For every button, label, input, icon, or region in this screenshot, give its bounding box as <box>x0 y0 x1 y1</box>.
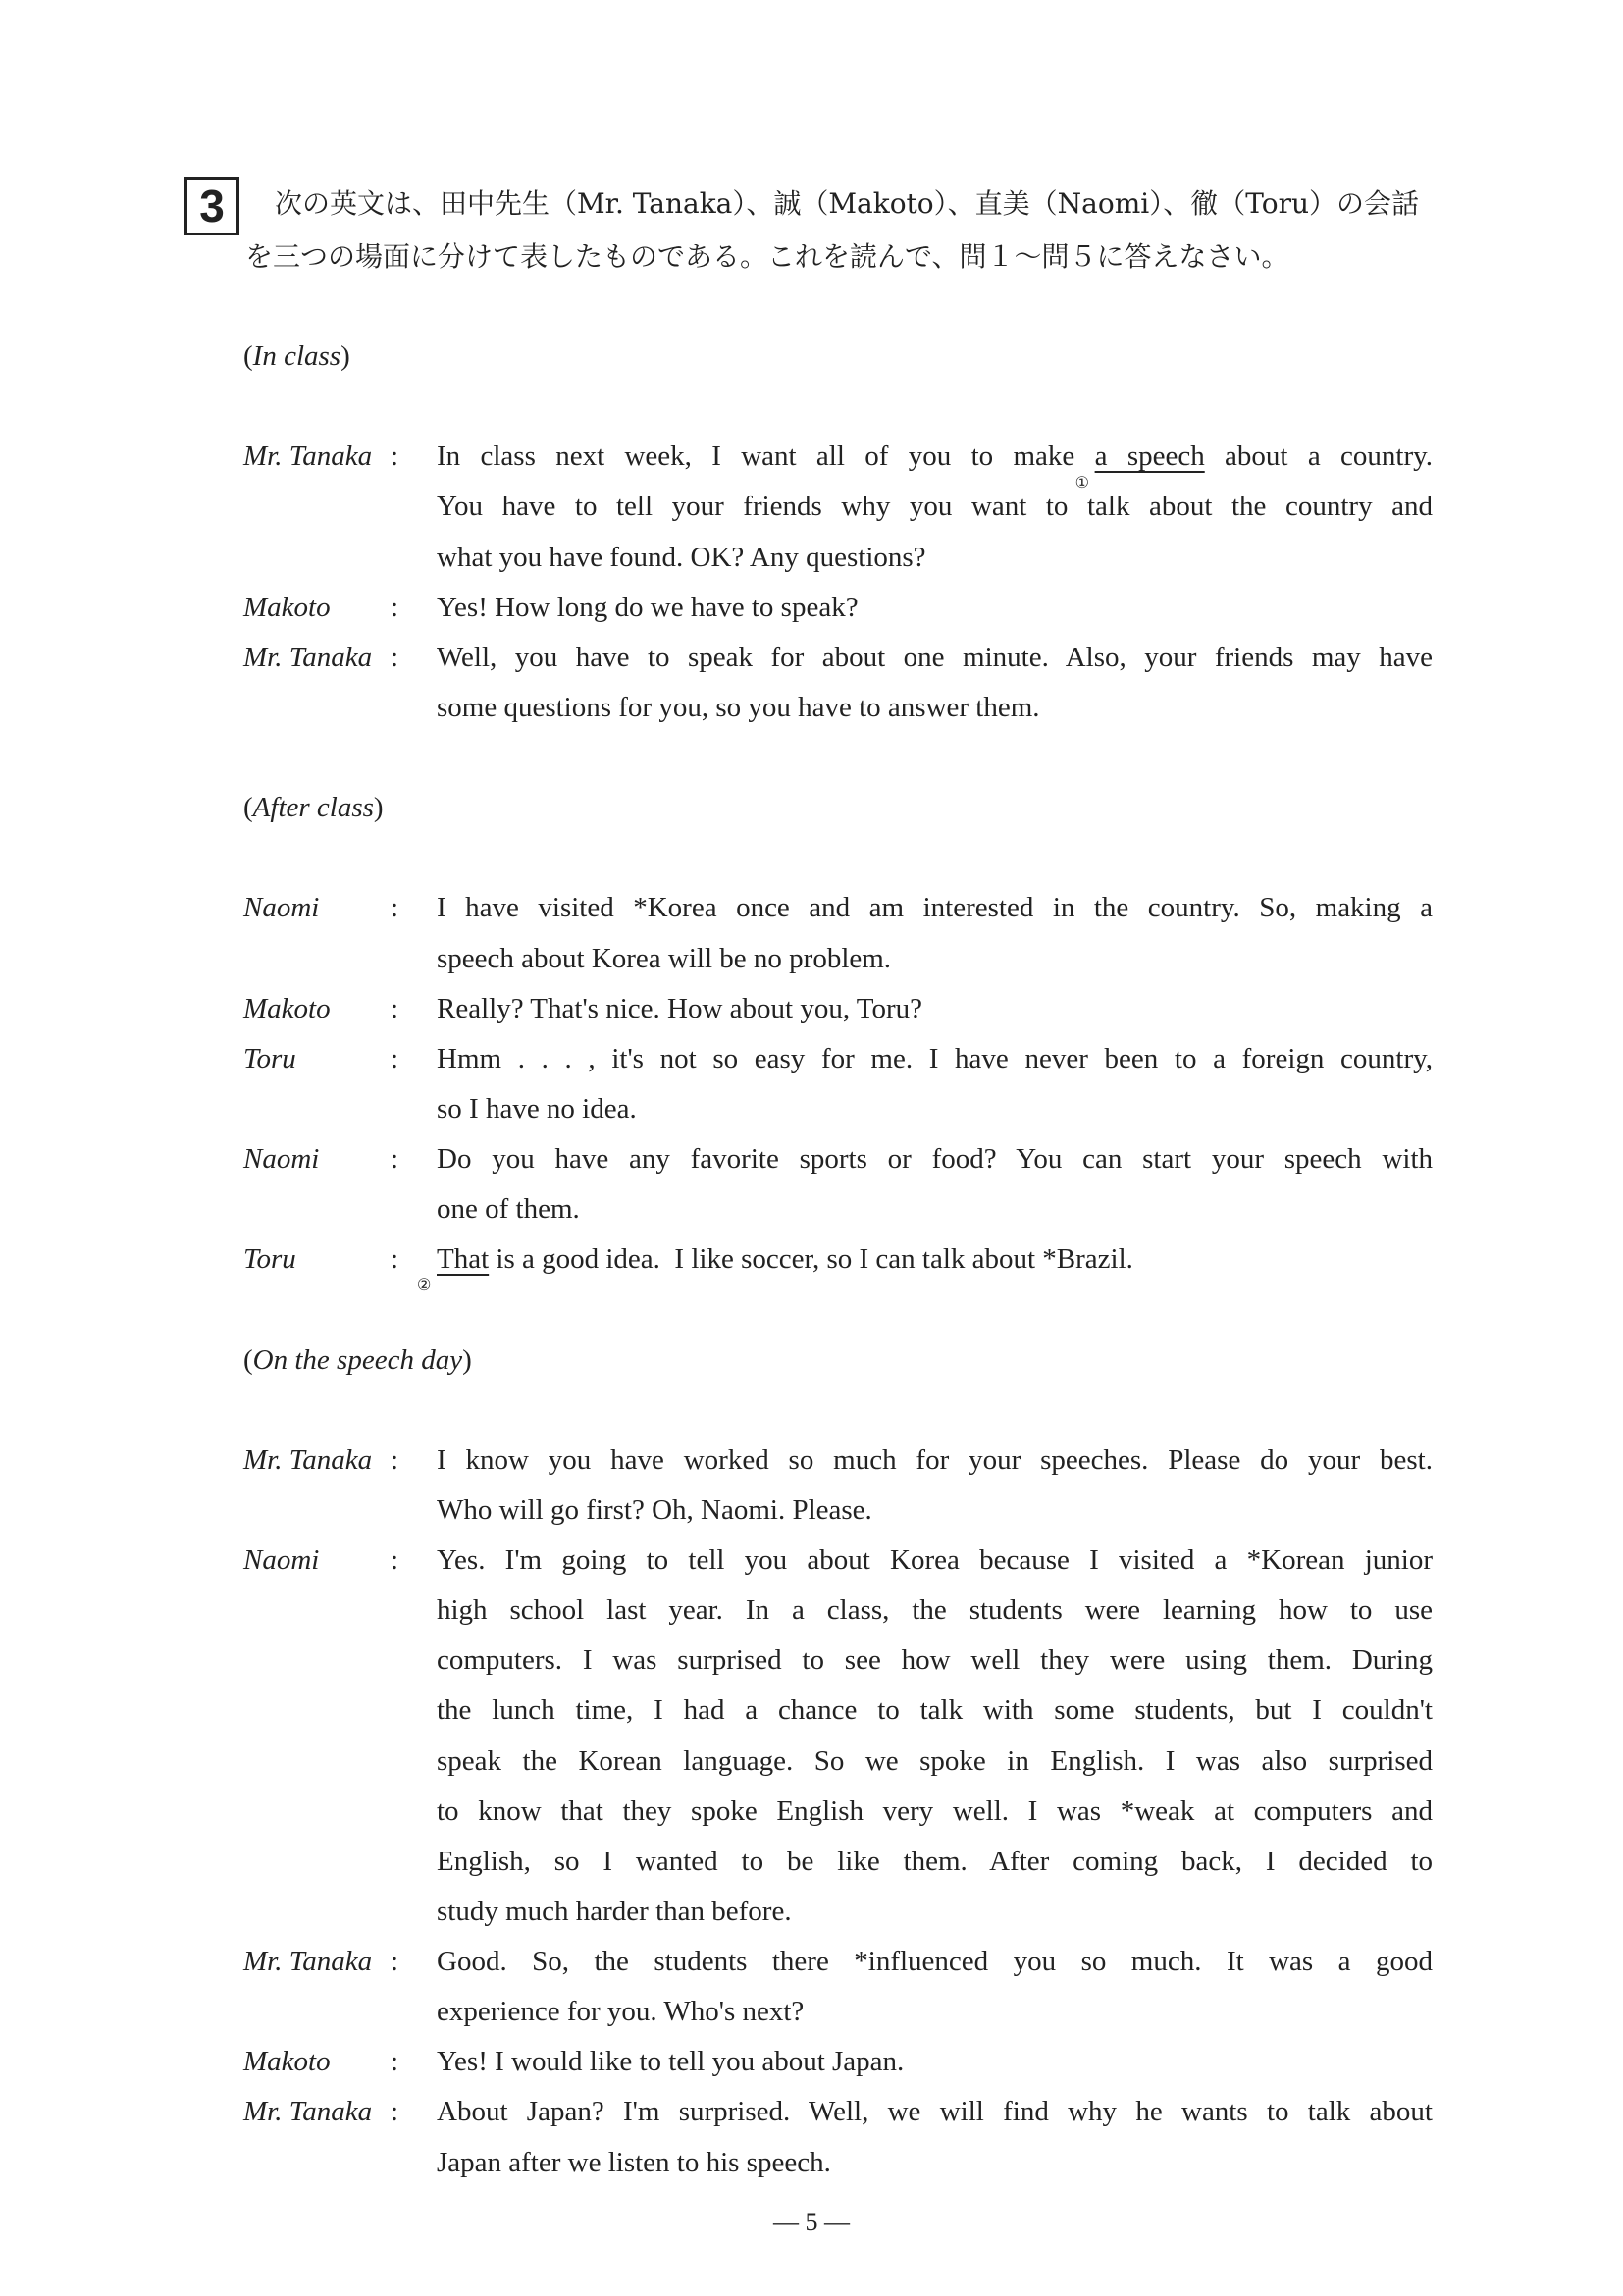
line-text: study much harder than before. <box>437 1895 792 1927</box>
blank-line <box>243 733 1433 783</box>
colon: : <box>391 641 399 673</box>
line-text: experience for you. Who's next? <box>437 1996 805 2028</box>
blank-line <box>243 1385 1433 1435</box>
dialogue-line <box>243 1034 1433 1084</box>
speaker-name: Mr. Tanaka <box>243 1443 373 1476</box>
underlined-text: That <box>437 1243 490 1276</box>
dialogue-line <box>437 1787 1433 1837</box>
dialogue-line <box>243 432 1433 493</box>
line-text: computers. I was surprised to see how well they were using them. During <box>437 1644 1433 1677</box>
speaker-name: Mr. Tanaka <box>243 1946 373 1977</box>
dialogue-line <box>437 1636 1433 1686</box>
dialogue-line <box>437 1837 1433 1887</box>
line-text: About Japan? I'm surprised. Well, we will find why he wants to talk about <box>437 2096 1433 2128</box>
line-text: high school last year. In a class, the students were learning how to use <box>437 1594 1433 1627</box>
line-text: Really? That's nice. How about you, Toru? <box>437 992 923 1024</box>
underlined-text: a speech <box>1094 441 1205 473</box>
dialogue-line <box>243 1134 1433 1184</box>
speaker-name: Mr. Tanaka <box>243 641 373 673</box>
colon: : <box>391 892 399 924</box>
dialogue-line <box>243 633 1433 683</box>
line-text: the lunch time, I had a chance to talk with some students, but I couldn't <box>437 1695 1433 1727</box>
line-text: Who will go first? Oh, Naomi. Please. <box>437 1493 872 1526</box>
underlined-phrase <box>1074 441 1205 493</box>
line-text: English, so I wanted to be like them. After coming back, I decided to <box>437 1845 1433 1877</box>
section-title-text: After class <box>252 792 374 824</box>
line-text: Well, you have to speak for about one minute. Also, your friends may have <box>437 641 1433 673</box>
line-text: some questions for you, so you have to answer them. <box>437 691 1040 723</box>
line-text: Japan after we listen to his speech. <box>437 2146 831 2178</box>
colon: : <box>391 992 399 1024</box>
line-text: what you have found. OK? Any questions? <box>437 541 926 573</box>
dialogue-line <box>243 2037 1433 2087</box>
dialogue-line <box>437 2138 1433 2188</box>
dialogue-line <box>243 1435 1433 1486</box>
dialogue-line <box>437 482 1433 532</box>
section-title <box>243 1335 1433 1385</box>
blank-line <box>243 833 1433 883</box>
speaker-name: Mr. Tanaka <box>243 2096 373 2128</box>
colon: : <box>391 591 399 623</box>
line-text: one of them. <box>437 1193 580 1226</box>
line-text: Good. So, the students there *influenced you so much. It was a good <box>437 1946 1433 1977</box>
question-number-box: 3 <box>184 177 239 235</box>
colon: : <box>391 2096 399 2128</box>
instruction-line-2: を三つの場面に分けて表したものである。これを読んで、問１〜問５に答えなさい。 <box>245 240 1289 273</box>
blank-line <box>243 1284 1433 1334</box>
dialogue-line <box>437 1486 1433 1536</box>
colon: : <box>391 441 399 473</box>
line-text: speak the Korean language. So we spoke in English. I was also surprised <box>437 1745 1433 1777</box>
dialogue-line <box>243 883 1433 933</box>
instruction-line-1: 次の英文は、田中先生（Mr. Tanaka）、誠（Makoto）、直美（Naomi）、徹（Toru）の会話 <box>275 187 1419 220</box>
circled-number-marker: ② <box>417 1278 432 1295</box>
speaker-name: Makoto <box>243 992 331 1024</box>
dialogue-line <box>437 1586 1433 1636</box>
line-text: You have to tell your friends why you want to talk about the country and <box>437 491 1433 523</box>
section-title-text: In class <box>252 340 341 372</box>
line-text: I have visited *Korea once and am interested in the country. So, making a <box>437 892 1433 924</box>
colon: : <box>391 1042 399 1074</box>
line-text: Yes! How long do we have to speak? <box>437 591 859 623</box>
speaker-name: Makoto <box>243 2046 331 2078</box>
underlined-phrase <box>417 1243 490 1295</box>
dialogue-line <box>243 583 1433 633</box>
instructions <box>245 183 1442 288</box>
circled-number-marker: ① <box>1074 475 1089 493</box>
dialogue-line <box>437 934 1433 984</box>
speaker-name: Makoto <box>243 591 331 623</box>
colon: : <box>391 1443 399 1476</box>
dialogue-line <box>437 1184 1433 1234</box>
speaker-name: Naomi <box>243 1544 320 1576</box>
line-text: Hmm . . . , it's not so easy for me. I have never been to a foreign country, <box>437 1042 1433 1074</box>
blank-line <box>243 382 1433 432</box>
dialogue-line <box>243 984 1433 1034</box>
colon: : <box>391 2046 399 2078</box>
speaker-name: Toru <box>243 1243 296 1276</box>
dialogue-line <box>243 1234 1433 1295</box>
line-text: Yes! I would like to tell you about Japan. <box>437 2046 905 2078</box>
section-title <box>243 332 1433 382</box>
line-text: speech about Korea will be no problem. <box>437 942 892 974</box>
page-number: — 5 — <box>773 2208 850 2236</box>
dialogue-line <box>437 1737 1433 1787</box>
dialogue-line <box>243 1536 1433 1586</box>
section-title <box>243 783 1433 833</box>
colon: : <box>391 1243 399 1276</box>
speaker-name: Mr. Tanaka <box>243 441 373 473</box>
colon: : <box>391 1143 399 1174</box>
line-text <box>437 432 1433 493</box>
line-text: Do you have any favorite sports or food? You can start your speech with <box>437 1143 1433 1174</box>
line-text <box>417 1234 1433 1295</box>
text-after: about a country. <box>1204 441 1433 473</box>
dialogue-line <box>437 683 1433 733</box>
section-title-text: On the speech day <box>252 1343 463 1376</box>
dialogue-line <box>243 2087 1433 2137</box>
line-text: I know you have worked so much for your speeches. Please do your best. <box>437 1443 1433 1476</box>
dialogue-line <box>243 1937 1433 1987</box>
speaker-name: Naomi <box>243 892 320 924</box>
text-after: is a good idea. I like soccer, so I can talk about *Brazil. <box>489 1243 1133 1276</box>
speaker-name: Toru <box>243 1042 296 1074</box>
colon: : <box>391 1946 399 1977</box>
dialogue-line <box>437 1987 1433 2037</box>
line-text: so I have no idea. <box>437 1092 637 1124</box>
dialogue-line <box>437 1887 1433 1937</box>
dialogue-line <box>437 533 1433 583</box>
line-text: Yes. I'm going to tell you about Korea because I visited a *Korean junior <box>437 1544 1433 1576</box>
speaker-name: Naomi <box>243 1143 320 1174</box>
colon: : <box>391 1544 399 1576</box>
dialogue-line <box>437 1686 1433 1736</box>
dialogue <box>243 332 1433 2188</box>
dialogue-line <box>437 1084 1433 1134</box>
line-text: to know that they spoke English very well. I was *weak at computers and <box>437 1795 1433 1827</box>
text-before: In class next week, I want all of you to make <box>437 441 1095 473</box>
